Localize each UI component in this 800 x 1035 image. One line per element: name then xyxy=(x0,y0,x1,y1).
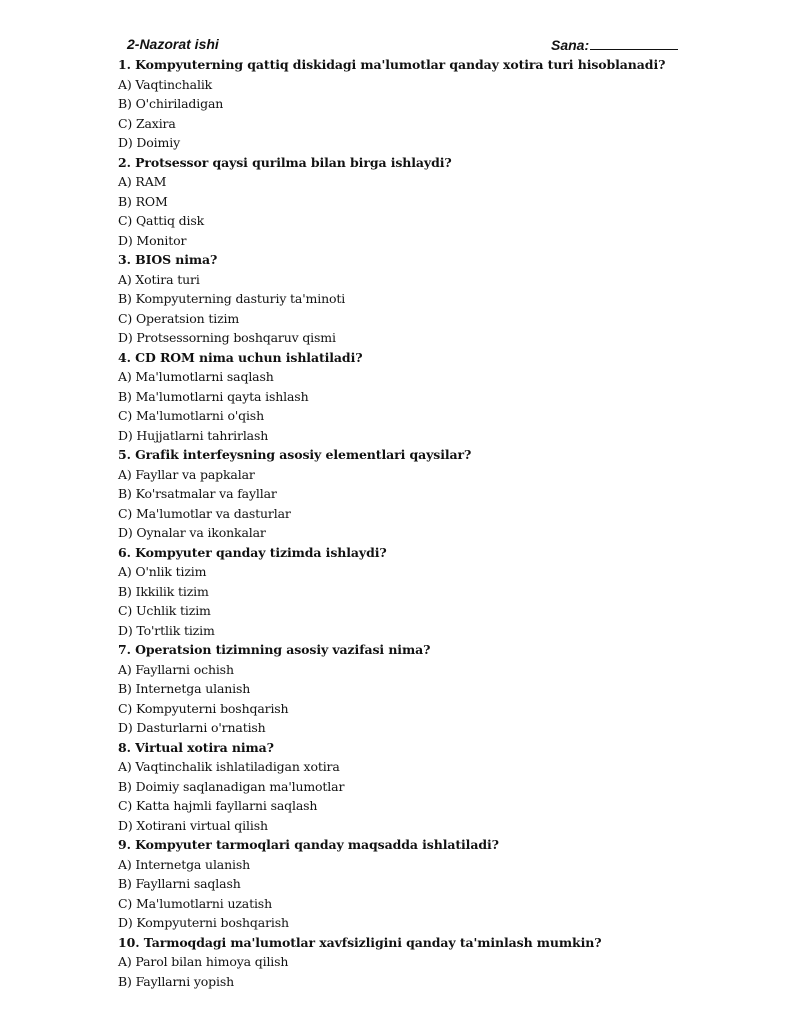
answer-option-b: B) Ko'rsatmalar va fayllar xyxy=(118,486,277,501)
question-3 xyxy=(118,250,758,348)
answer-option-a: A) Xotira turi xyxy=(118,271,200,287)
answer-option-a: A) Vaqtinchalik xyxy=(118,76,213,92)
answer-option-a: A) O'nlik tizim xyxy=(118,564,207,579)
question-title: 8. Virtual xotira nima? xyxy=(118,739,274,755)
question-title: 1. Kompyuterning qattiq diskidagi ma'lumotlar qanday xotira turi hisoblanadi? xyxy=(118,57,666,72)
page-title: 2-Nazorat ishi xyxy=(127,36,219,52)
question-9 xyxy=(118,835,758,933)
answer-option-a: A) Internetga ulanish xyxy=(118,856,251,872)
answer-option-c: C) Ma'lumotlarni o'qish xyxy=(118,408,264,423)
date-label: Sana: xyxy=(551,37,590,53)
date-blank-line xyxy=(590,36,678,50)
page-header xyxy=(0,36,800,56)
answer-option-c: C) Ma'lumotlarni uzatish xyxy=(118,895,272,911)
answer-option-b: B) ROM xyxy=(118,193,168,209)
question-list xyxy=(118,55,758,991)
answer-option-b: B) Ma'lumotlarni qayta ishlash xyxy=(118,388,309,404)
question-2 xyxy=(118,153,758,251)
question-title: 10. Tarmoqdagi ma'lumotlar xavfsizligini qanday ta'minlash mumkin? xyxy=(118,934,602,950)
answer-option-a: A) Fayllar va papkalar xyxy=(118,466,255,482)
answer-option-b: B) Fayllarni saqlash xyxy=(118,876,241,891)
answer-option-b: B) Ikkilik tizim xyxy=(118,583,209,599)
question-title: 4. CD ROM nima uchun ishlatiladi? xyxy=(118,349,363,365)
answer-option-a: A) Ma'lumotlarni saqlash xyxy=(118,369,274,384)
question-title: 7. Operatsion tizimning asosiy vazifasi nima? xyxy=(118,642,431,657)
answer-option-d: D) Kompyuterni boshqarish xyxy=(118,915,289,930)
answer-option-b: B) Doimiy saqlanadigan ma'lumotlar xyxy=(118,778,345,794)
answer-option-d: D) To'rtlik tizim xyxy=(118,622,215,638)
answer-option-b: B) Fayllarni yopish xyxy=(118,973,235,989)
answer-option-b: B) Kompyuterning dasturiy ta'minoti xyxy=(118,291,346,306)
answer-option-d: D) Oynalar va ikonkalar xyxy=(118,525,266,540)
question-8 xyxy=(118,738,758,836)
answer-option-c: C) Katta hajmli fayllarni saqlash xyxy=(118,798,318,813)
answer-option-c: C) Zaxira xyxy=(118,115,176,131)
answer-option-a: A) RAM xyxy=(118,174,167,189)
answer-option-a: A) Parol bilan himoya qilish xyxy=(118,954,289,969)
answer-option-c: C) Kompyuterni boshqarish xyxy=(118,700,289,716)
answer-option-d: D) Hujjatlarni tahrirlash xyxy=(118,427,269,443)
answer-option-d: D) Monitor xyxy=(118,232,187,248)
answer-option-c: C) Uchlik tizim xyxy=(118,603,211,618)
answer-option-c: C) Ma'lumotlar va dasturlar xyxy=(118,505,291,521)
answer-option-c: C) Qattiq disk xyxy=(118,213,205,228)
question-10 xyxy=(118,933,758,992)
question-title: 6. Kompyuter qanday tizimda ishlaydi? xyxy=(118,544,387,560)
answer-option-b: B) Internetga ulanish xyxy=(118,681,251,696)
question-title: 3. BIOS nima? xyxy=(118,252,218,267)
answer-option-d: D) Xotirani virtual qilish xyxy=(118,817,268,833)
answer-option-c: C) Operatsion tizim xyxy=(118,310,240,326)
answer-option-d: D) Dasturlarni o'rnatish xyxy=(118,720,266,735)
question-5 xyxy=(118,445,758,543)
question-title: 5. Grafik interfeysning asosiy elementlari qaysilar? xyxy=(118,447,472,462)
answer-option-d: D) Doimiy xyxy=(118,135,180,150)
question-title: 2. Protsessor qaysi qurilma bilan birga ishlaydi? xyxy=(118,154,452,170)
date-field xyxy=(551,36,678,53)
answer-option-d: D) Protsessorning boshqaruv qismi xyxy=(118,330,336,345)
question-title: 9. Kompyuter tarmoqlari qanday maqsadda ishlatiladi? xyxy=(118,837,499,852)
question-1 xyxy=(118,55,758,153)
question-7 xyxy=(118,640,758,738)
answer-option-b: B) O'chiriladigan xyxy=(118,96,224,111)
answer-option-a: A) Fayllarni ochish xyxy=(118,661,234,677)
question-6 xyxy=(118,543,758,641)
answer-option-a: A) Vaqtinchalik ishlatiladigan xotira xyxy=(118,759,340,774)
question-4 xyxy=(118,348,758,446)
